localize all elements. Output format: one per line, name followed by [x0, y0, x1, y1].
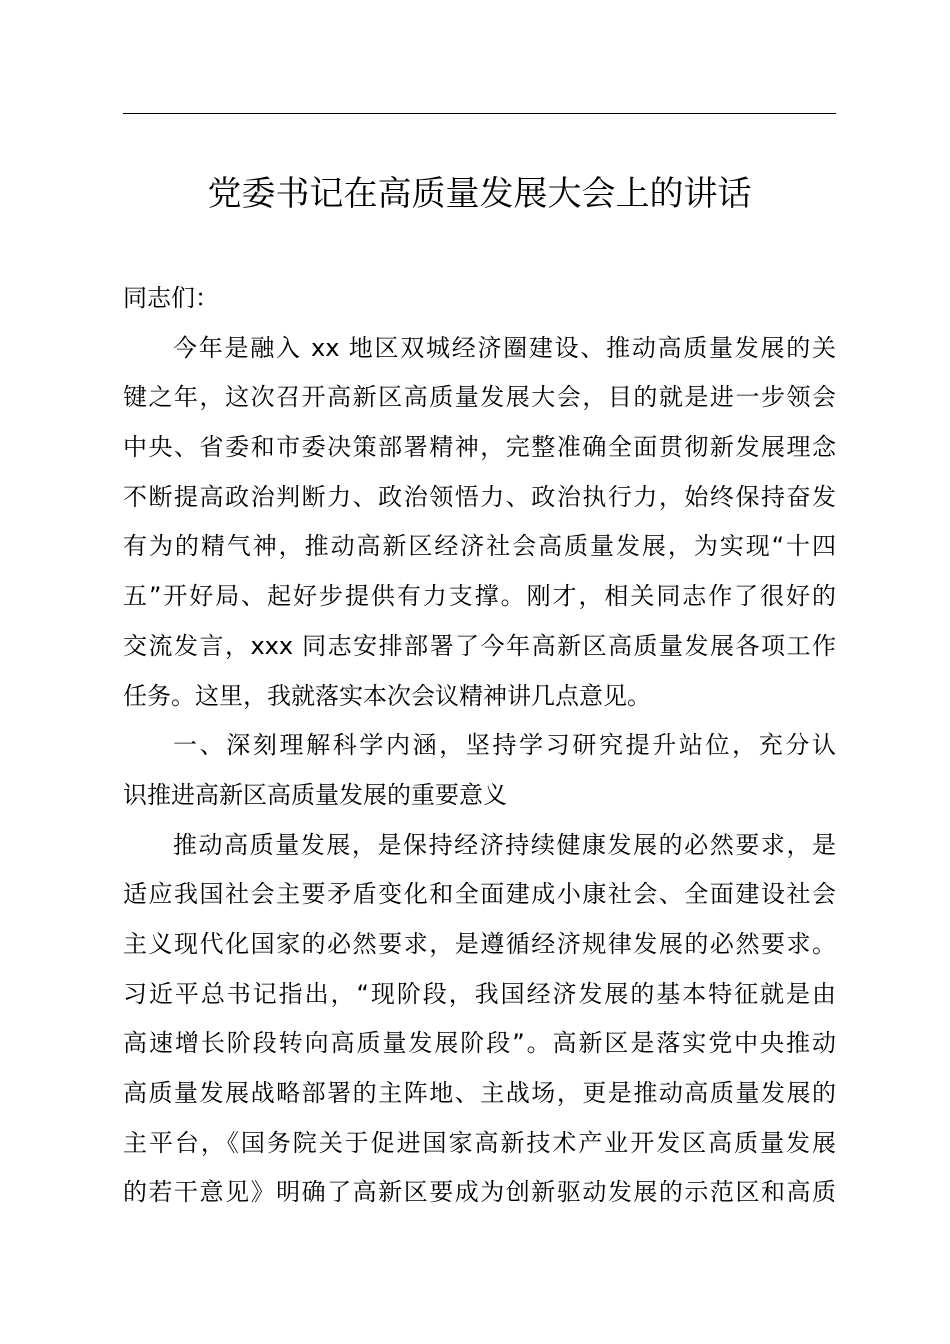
paragraph-line: 的若干意见》明确了高新区要成为创新驱动发展的示范区和高质	[123, 1178, 836, 1207]
heading-line: 一、深刻理解科学内涵，坚持学习研究提升站位，充分认	[173, 731, 836, 760]
paragraph-line: 交流发言，xxx 同志安排部署了今年高新区高质量发展各项工作	[123, 631, 836, 660]
header-rule	[123, 113, 836, 114]
paragraph-line: 今年是融入 xx 地区双城经济圈建设、推动高质量发展的关	[173, 333, 836, 362]
paragraph-line: 任务。这里，我就落实本次会议精神讲几点意见。	[123, 681, 651, 710]
paragraph-line: 键之年，这次召开高新区高质量发展大会，目的就是进一步领会	[123, 383, 836, 412]
paragraph-line: 高质量发展战略部署的主阵地、主战场，更是推动高质量发展的	[123, 1079, 836, 1107]
salutation: 同志们：	[123, 284, 219, 312]
paragraph-line: 适应我国社会主要矛盾变化和全面建成小康社会、全面建设社会	[123, 880, 836, 909]
page-title: 党委书记在高质量发展大会上的讲话	[207, 174, 752, 214]
paragraph-line: 主平台，《国务院关于促进国家高新技术产业开发区高质量发展	[123, 1128, 836, 1157]
document-body	[123, 274, 836, 1218]
section-heading-1	[123, 721, 836, 820]
paragraph-line: 高速增长阶段转向高质量发展阶段”。高新区是落实党中央推动	[123, 1029, 836, 1058]
paragraph-line: 中央、省委和市委决策部署精神，完整准确全面贯彻新发展理念	[123, 433, 836, 462]
paragraph-line: 五”开好局、起好步提供有力支撑。刚才，相关同志作了很好的	[123, 582, 836, 611]
paragraph-line: 有为的精气神，推动高新区经济社会高质量发展，为实现“十四	[123, 532, 836, 561]
paragraph-2	[123, 821, 836, 1219]
paragraph-1	[123, 324, 836, 722]
paragraph-line: 习近平总书记指出，“现阶段，我国经济发展的基本特征就是由	[123, 979, 836, 1008]
paragraph-line: 推动高质量发展，是保持经济持续健康发展的必然要求，是	[173, 830, 836, 859]
paragraph-line: 主义现代化国家的必然要求，是遵循经济规律发展的必然要求。	[123, 929, 836, 958]
paragraph-line: 不断提高政治判断力、政治领悟力、政治执行力，始终保持奋发	[123, 482, 836, 511]
heading-line: 识推进高新区高质量发展的重要意义	[123, 780, 507, 809]
